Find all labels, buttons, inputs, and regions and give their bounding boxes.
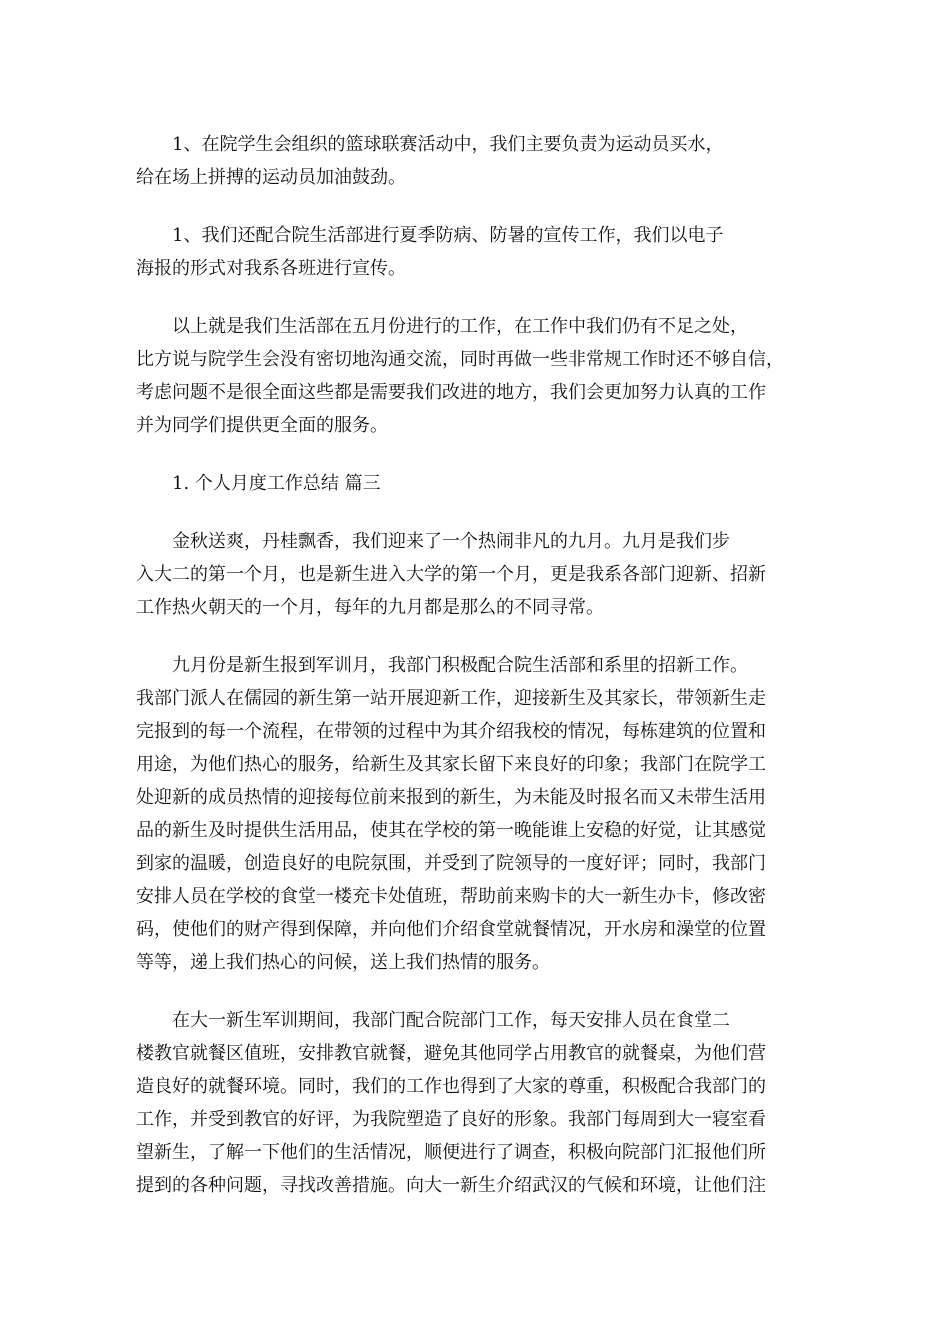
paragraph-summer-campaign: 1、我们还配合院生活部进行夏季防病、防暑的宣传工作，我们以电子 海报的形式对我系各班进行宣传。 [136,225,724,279]
paragraph-may-summary: 以上就是我们生活部在五月份进行的工作，在工作中我们仍有不足之处， 比方说与院学生会没有密切地沟通交流，同时再做一些非常规工作时还不够自信， 考虑问题不是很全面这些都是需要我们改进的地方，我们会更加努力认真的工作 并为同学们提供更全面的服务。 [136,316,784,436]
paragraph-basketball: 1、在院学生会组织的篮球联赛活动中，我们主要负责为运动员买水， 给在场上拼搏的运动员加油鼓劲。 [136,134,724,188]
paragraph-military-training: 在大一新生军训期间，我部门配合院部门工作，每天安排人员在食堂二 楼教官就餐区值班，安排教官就餐，避免其他同学占用教官的就餐桌，为他们营 造良好的就餐环境。同时，我们的工作也得到了大家的尊重，积极配合我部门的 工作，并受到教官的好评，为我院塑造了良好的形象。我部门每周到大一寝室看 望新生，了解一下他们的生活情况，顺便进行了调查，积极向院部门汇报他们所 提到的各种问题，寻找改善措施。向大一新生介绍武汉的气候和环境，让他们注 [136,1010,766,1196]
paragraph-freshman-registration: 九月份是新生报到军训月，我部门积极配合院生活部和系里的招新工作。 我部门派人在儒园的新生第一站开展迎新工作，迎接新生及其家长，带领新生走 完报到的每一个流程，在带领的过程中为其介绍我校的情况，每栋建筑的位置和 用途，为他们热心的服务，给新生及其家长留下来良好的印象；我部门在院学工 处迎新的成员热情的迎接每位前来报到的新生，为未能及时报名而又未带生活用 品的新生及时提供生活用品，使其在学校的第一晚能谁上安稳的好觉，让其感觉 到家的温暖，创造良好的电院氛围，并受到了院领导的一度好评；同时，我部门 安排人员在学校的食堂一楼充卡处值班，帮助前来购卡的大一新生办卡，修改密 码，使他们的财产得到保障，并向他们介绍食堂就餐情况，开水房和澡堂的位置 等等，递上我们热心的问候，送上我们热情的服务。 [136,655,766,973]
section-heading: 1. 个人月度工作总结 篇三 [172,473,381,494]
paragraph-september-intro: 金秋送爽，丹桂飘香，我们迎来了一个热闹非凡的九月。九月是我们步 入大二的第一个月，也是新生进入大学的第一个月，更是我系各部门迎新、招新 工作热火朝天的一个月，每年的九月都是那么的不同寻常。 [136,531,766,618]
document-body [136,128,820,1202]
